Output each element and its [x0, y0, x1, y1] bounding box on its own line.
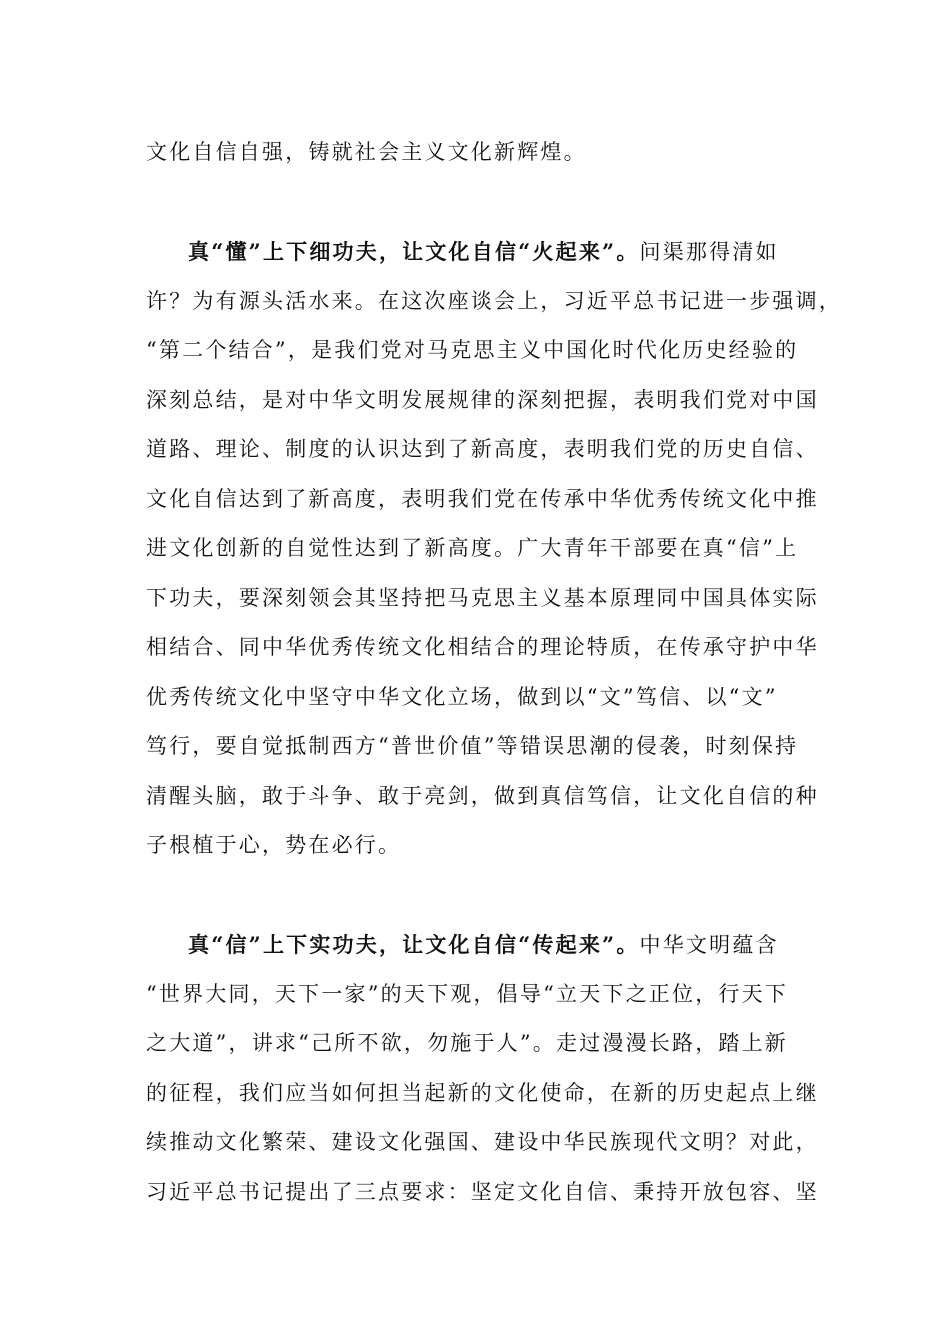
document-page — [146, 128, 842, 1217]
text-line: 深刻总结，是对中华文明发展规律的深刻把握，表明我们党对中国 — [146, 387, 819, 412]
text-line: 相结合、同中华优秀传统文化相结合的理论特质，在传承守护中华 — [146, 635, 819, 659]
text-line: 清醒头脑，敢于斗争、敢于亮剑，做到真信笃信，让文化自信的种 — [146, 783, 819, 808]
text-line: 优秀传统文化中坚守中华文化立场，做到以“文”笃信、以“文” — [146, 684, 778, 709]
paragraph-first-line — [146, 920, 810, 970]
paragraph-first-line-text: 问渠那得清如 — [639, 240, 779, 264]
text-line: 之大道”，讲求“己所不欲，勿施于人”。走过漫漫长路，踏上新 — [146, 1031, 789, 1055]
paragraph-gap — [146, 871, 810, 921]
paragraph-heading: 真“信”上下实功夫，让文化自信“传起来”。 — [188, 932, 640, 957]
paragraph-believe — [146, 920, 819, 1217]
text-line: “世界大同，天下一家”的天下观，倡导“立天下之正位，行天下 — [146, 981, 789, 1006]
text-line: 许？为有源头活水来。在这次座谈会上，习近平总书记进一步强调， — [146, 288, 842, 313]
text-line: 续推动文化繁荣、建设文化强国、建设中华民族现代文明？对此， — [146, 1130, 819, 1154]
text-line: 道路、理论、制度的认识达到了新高度，表明我们党的历史自信、 — [146, 437, 819, 461]
text-line: 下功夫，要深刻领会其坚持把马克思主义基本原理同中国具体实际 — [146, 585, 819, 610]
paragraph-heading: 真“懂”上下细功夫，让文化自信“火起来”。 — [188, 239, 640, 264]
text-line: 文化自信达到了新高度，表明我们党在传承中华优秀传统文化中推 — [146, 486, 819, 511]
paragraph-first-line-text: 中华文明蕴含 — [639, 933, 779, 957]
text-line: 文化自信自强，铸就社会主义文化新辉煌。 — [146, 140, 587, 164]
text-line: 的征程，我们应当如何担当起新的文化使命，在新的历史起点上继 — [146, 1080, 819, 1105]
text-line: 习近平总书记提出了三点要求：坚定文化自信、秉持开放包容、坚 — [146, 1179, 819, 1204]
paragraph-first-line — [146, 227, 810, 277]
paragraph-understand — [146, 227, 842, 871]
text-line: “第二个结合”，是我们党对马克思主义中国化时代化历史经验的 — [146, 338, 799, 362]
paragraph-continuation — [146, 128, 810, 178]
text-line: 笃行，要自觉抵制西方“普世价值”等错误思潮的侵袭，时刻保持 — [146, 734, 799, 758]
paragraph-gap — [146, 178, 810, 228]
text-line: 进文化创新的自觉性达到了新高度。广大青年干部要在真“信”上 — [146, 536, 799, 560]
text-line: 子根植于心，势在必行。 — [146, 833, 402, 857]
